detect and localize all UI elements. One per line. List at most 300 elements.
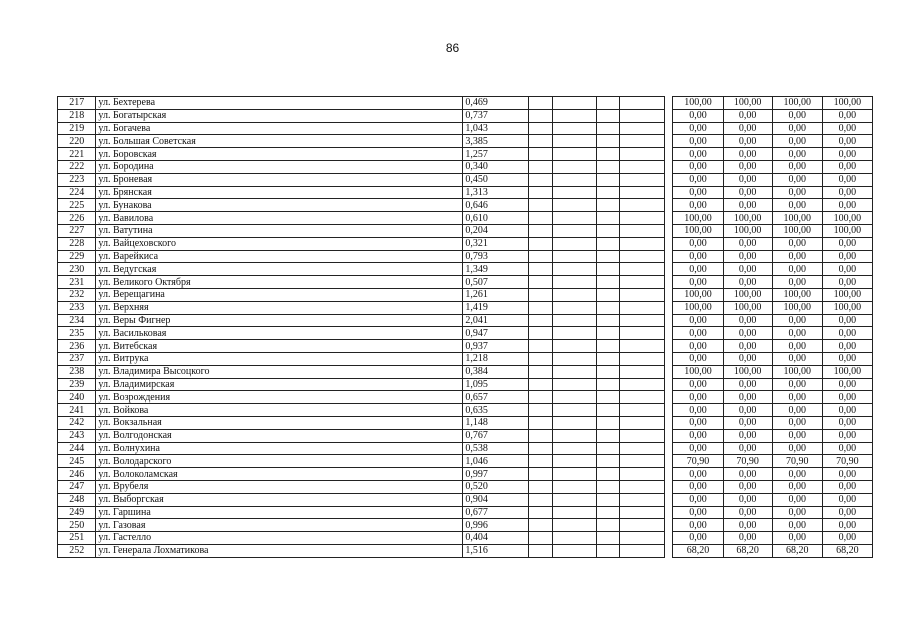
street-name-cell: ул. Генерала Лохматикова <box>96 544 463 557</box>
empty-cell <box>596 416 619 429</box>
empty-cell <box>620 97 665 110</box>
empty-cell <box>596 378 619 391</box>
row-number-cell: 232 <box>58 288 96 301</box>
empty-cell <box>529 340 552 353</box>
empty-cell <box>620 288 665 301</box>
empty-cell <box>596 468 619 481</box>
value-cell: 0,00 <box>673 404 723 417</box>
value-cell: 0,00 <box>772 532 822 545</box>
value-cell: 0,00 <box>822 532 872 545</box>
column-gap <box>664 314 673 327</box>
street-name-cell: ул. Великого Октября <box>96 276 463 289</box>
empty-cell <box>596 250 619 263</box>
street-name-cell: ул. Волнухина <box>96 442 463 455</box>
value-cell: 0,00 <box>822 468 872 481</box>
empty-cell <box>596 314 619 327</box>
value-cell: 0,00 <box>772 327 822 340</box>
length-cell: 1,095 <box>463 378 529 391</box>
empty-cell <box>529 173 552 186</box>
empty-cell <box>620 391 665 404</box>
street-name-cell: ул. Врубеля <box>96 480 463 493</box>
value-cell: 0,00 <box>723 237 772 250</box>
value-cell: 0,00 <box>772 237 822 250</box>
value-cell: 0,00 <box>723 173 772 186</box>
empty-cell <box>620 301 665 314</box>
empty-cell <box>529 506 552 519</box>
empty-cell <box>529 148 552 161</box>
length-cell: 0,997 <box>463 468 529 481</box>
empty-cell <box>620 160 665 173</box>
empty-cell <box>529 122 552 135</box>
empty-cell <box>620 327 665 340</box>
value-cell: 100,00 <box>673 97 723 110</box>
length-cell: 1,046 <box>463 455 529 468</box>
empty-cell <box>552 416 596 429</box>
column-gap <box>664 468 673 481</box>
value-cell: 0,00 <box>772 160 822 173</box>
table-row <box>58 506 873 519</box>
empty-cell <box>529 365 552 378</box>
empty-cell <box>620 352 665 365</box>
row-number-cell: 247 <box>58 480 96 493</box>
value-cell: 100,00 <box>772 212 822 225</box>
value-cell: 0,00 <box>772 276 822 289</box>
empty-cell <box>552 160 596 173</box>
street-name-cell: ул. Владимирская <box>96 378 463 391</box>
empty-cell <box>620 199 665 212</box>
value-cell: 0,00 <box>772 352 822 365</box>
table-row <box>58 340 873 353</box>
empty-cell <box>529 404 552 417</box>
length-cell: 1,043 <box>463 122 529 135</box>
street-name-cell: ул. Веры Фигнер <box>96 314 463 327</box>
value-cell: 0,00 <box>673 148 723 161</box>
empty-cell <box>620 122 665 135</box>
row-number-cell: 219 <box>58 122 96 135</box>
empty-cell <box>596 263 619 276</box>
length-cell: 0,204 <box>463 224 529 237</box>
street-name-cell: ул. Ведугская <box>96 263 463 276</box>
street-name-cell: ул. Верхняя <box>96 301 463 314</box>
street-name-cell: ул. Бородина <box>96 160 463 173</box>
value-cell: 0,00 <box>723 122 772 135</box>
value-cell: 100,00 <box>822 301 872 314</box>
page-number: 86 <box>445 41 460 55</box>
empty-cell <box>596 442 619 455</box>
empty-cell <box>620 429 665 442</box>
row-number-cell: 249 <box>58 506 96 519</box>
empty-cell <box>552 109 596 122</box>
column-gap <box>664 263 673 276</box>
value-cell: 0,00 <box>723 442 772 455</box>
row-number-cell: 241 <box>58 404 96 417</box>
value-cell: 100,00 <box>673 365 723 378</box>
empty-cell <box>552 365 596 378</box>
value-cell: 100,00 <box>723 97 772 110</box>
value-cell: 0,00 <box>822 480 872 493</box>
value-cell: 100,00 <box>822 288 872 301</box>
value-cell: 0,00 <box>673 122 723 135</box>
empty-cell <box>552 455 596 468</box>
value-cell: 0,00 <box>723 506 772 519</box>
empty-cell <box>596 352 619 365</box>
table-row <box>58 416 873 429</box>
empty-cell <box>552 212 596 225</box>
empty-cell <box>529 493 552 506</box>
empty-cell <box>552 97 596 110</box>
row-number-cell: 221 <box>58 148 96 161</box>
value-cell: 100,00 <box>723 288 772 301</box>
column-gap <box>664 160 673 173</box>
value-cell: 0,00 <box>673 314 723 327</box>
empty-cell <box>529 519 552 532</box>
value-cell: 100,00 <box>723 301 772 314</box>
empty-cell <box>529 276 552 289</box>
length-cell: 0,450 <box>463 173 529 186</box>
length-cell: 0,538 <box>463 442 529 455</box>
table-row <box>58 186 873 199</box>
value-cell: 68,20 <box>772 544 822 557</box>
value-cell: 100,00 <box>822 97 872 110</box>
empty-cell <box>552 250 596 263</box>
row-number-cell: 250 <box>58 519 96 532</box>
row-number-cell: 238 <box>58 365 96 378</box>
value-cell: 68,20 <box>822 544 872 557</box>
value-cell: 0,00 <box>772 122 822 135</box>
value-cell: 0,00 <box>723 340 772 353</box>
value-cell: 0,00 <box>723 468 772 481</box>
empty-cell <box>620 148 665 161</box>
value-cell: 0,00 <box>822 352 872 365</box>
empty-cell <box>529 135 552 148</box>
empty-cell <box>529 391 552 404</box>
empty-cell <box>529 455 552 468</box>
column-gap <box>664 301 673 314</box>
empty-cell <box>620 544 665 557</box>
value-cell: 0,00 <box>723 148 772 161</box>
empty-cell <box>529 468 552 481</box>
length-cell: 0,677 <box>463 506 529 519</box>
empty-cell <box>529 544 552 557</box>
table-row <box>58 160 873 173</box>
table-row <box>58 212 873 225</box>
column-gap <box>664 442 673 455</box>
value-cell: 0,00 <box>772 378 822 391</box>
column-gap <box>664 506 673 519</box>
value-cell: 0,00 <box>822 237 872 250</box>
table-row <box>58 109 873 122</box>
empty-cell <box>552 352 596 365</box>
table-row <box>58 276 873 289</box>
table-row <box>58 365 873 378</box>
value-cell: 0,00 <box>822 250 872 263</box>
column-gap <box>664 429 673 442</box>
empty-cell <box>620 237 665 250</box>
street-name-cell: ул. Вайцеховского <box>96 237 463 250</box>
value-cell: 0,00 <box>673 519 723 532</box>
length-cell: 1,516 <box>463 544 529 557</box>
value-cell: 0,00 <box>673 340 723 353</box>
empty-cell <box>529 97 552 110</box>
empty-cell <box>620 186 665 199</box>
street-name-cell: ул. Волоколамская <box>96 468 463 481</box>
value-cell: 0,00 <box>772 173 822 186</box>
empty-cell <box>552 532 596 545</box>
column-gap <box>664 186 673 199</box>
empty-cell <box>596 391 619 404</box>
value-cell: 0,00 <box>673 135 723 148</box>
column-gap <box>664 135 673 148</box>
value-cell: 100,00 <box>772 224 822 237</box>
row-number-cell: 227 <box>58 224 96 237</box>
length-cell: 0,520 <box>463 480 529 493</box>
value-cell: 0,00 <box>772 493 822 506</box>
value-cell: 0,00 <box>772 442 822 455</box>
empty-cell <box>529 250 552 263</box>
street-name-cell: ул. Боровская <box>96 148 463 161</box>
column-gap <box>664 276 673 289</box>
column-gap <box>664 378 673 391</box>
length-cell: 0,996 <box>463 519 529 532</box>
column-gap <box>664 237 673 250</box>
empty-cell <box>552 442 596 455</box>
empty-cell <box>529 237 552 250</box>
street-name-cell: ул. Владимира Высоцкого <box>96 365 463 378</box>
value-cell: 0,00 <box>723 250 772 263</box>
empty-cell <box>552 301 596 314</box>
value-cell: 0,00 <box>673 173 723 186</box>
street-name-cell: ул. Выборгская <box>96 493 463 506</box>
value-cell: 100,00 <box>673 224 723 237</box>
empty-cell <box>596 506 619 519</box>
value-cell: 0,00 <box>822 148 872 161</box>
value-cell: 100,00 <box>673 301 723 314</box>
empty-cell <box>529 532 552 545</box>
empty-cell <box>529 263 552 276</box>
length-cell: 0,635 <box>463 404 529 417</box>
value-cell: 0,00 <box>822 263 872 276</box>
empty-cell <box>596 237 619 250</box>
empty-cell <box>620 442 665 455</box>
empty-cell <box>620 493 665 506</box>
value-cell: 0,00 <box>822 404 872 417</box>
table-row <box>58 391 873 404</box>
empty-cell <box>596 288 619 301</box>
value-cell: 0,00 <box>673 276 723 289</box>
empty-cell <box>552 135 596 148</box>
row-number-cell: 252 <box>58 544 96 557</box>
table-row <box>58 97 873 110</box>
empty-cell <box>529 288 552 301</box>
table-row <box>58 404 873 417</box>
value-cell: 0,00 <box>772 480 822 493</box>
empty-cell <box>620 276 665 289</box>
length-cell: 2,041 <box>463 314 529 327</box>
empty-cell <box>552 480 596 493</box>
street-name-cell: ул. Верещагина <box>96 288 463 301</box>
value-cell: 0,00 <box>673 429 723 442</box>
street-name-cell: ул. Волгодонская <box>96 429 463 442</box>
empty-cell <box>596 404 619 417</box>
length-cell: 0,469 <box>463 97 529 110</box>
empty-cell <box>596 544 619 557</box>
value-cell: 0,00 <box>772 263 822 276</box>
empty-cell <box>529 480 552 493</box>
streets-table <box>57 96 873 558</box>
value-cell: 0,00 <box>723 109 772 122</box>
empty-cell <box>596 276 619 289</box>
empty-cell <box>620 519 665 532</box>
value-cell: 0,00 <box>822 327 872 340</box>
value-cell: 0,00 <box>822 199 872 212</box>
empty-cell <box>620 135 665 148</box>
empty-cell <box>529 352 552 365</box>
value-cell: 100,00 <box>822 365 872 378</box>
value-cell: 0,00 <box>673 237 723 250</box>
row-number-cell: 220 <box>58 135 96 148</box>
value-cell: 0,00 <box>723 480 772 493</box>
length-cell: 1,313 <box>463 186 529 199</box>
empty-cell <box>552 148 596 161</box>
empty-cell <box>552 263 596 276</box>
table-row <box>58 468 873 481</box>
value-cell: 0,00 <box>723 391 772 404</box>
value-cell: 0,00 <box>673 250 723 263</box>
column-gap <box>664 173 673 186</box>
table-row <box>58 122 873 135</box>
table-row <box>58 288 873 301</box>
value-cell: 0,00 <box>772 429 822 442</box>
row-number-cell: 233 <box>58 301 96 314</box>
value-cell: 0,00 <box>673 378 723 391</box>
row-number-cell: 245 <box>58 455 96 468</box>
value-cell: 0,00 <box>822 391 872 404</box>
empty-cell <box>552 493 596 506</box>
empty-cell <box>620 224 665 237</box>
street-name-cell: ул. Гаршина <box>96 506 463 519</box>
value-cell: 100,00 <box>822 212 872 225</box>
value-cell: 0,00 <box>772 186 822 199</box>
row-number-cell: 235 <box>58 327 96 340</box>
empty-cell <box>596 480 619 493</box>
empty-cell <box>552 404 596 417</box>
value-cell: 0,00 <box>723 327 772 340</box>
column-gap <box>664 519 673 532</box>
column-gap <box>664 327 673 340</box>
street-name-cell: ул. Богачева <box>96 122 463 135</box>
value-cell: 0,00 <box>822 378 872 391</box>
empty-cell <box>596 97 619 110</box>
street-name-cell: ул. Возрождения <box>96 391 463 404</box>
table-row <box>58 148 873 161</box>
row-number-cell: 234 <box>58 314 96 327</box>
street-name-cell: ул. Витебская <box>96 340 463 353</box>
empty-cell <box>620 416 665 429</box>
length-cell: 0,937 <box>463 340 529 353</box>
value-cell: 0,00 <box>723 493 772 506</box>
value-cell: 0,00 <box>673 327 723 340</box>
value-cell: 100,00 <box>822 224 872 237</box>
value-cell: 70,90 <box>723 455 772 468</box>
row-number-cell: 228 <box>58 237 96 250</box>
value-cell: 100,00 <box>723 224 772 237</box>
table-row <box>58 532 873 545</box>
empty-cell <box>596 199 619 212</box>
empty-cell <box>596 212 619 225</box>
value-cell: 0,00 <box>772 199 822 212</box>
value-cell: 0,00 <box>673 532 723 545</box>
length-cell: 1,261 <box>463 288 529 301</box>
value-cell: 70,90 <box>772 455 822 468</box>
street-name-cell: ул. Витрука <box>96 352 463 365</box>
value-cell: 0,00 <box>723 416 772 429</box>
empty-cell <box>529 416 552 429</box>
street-name-cell: ул. Вавилова <box>96 212 463 225</box>
empty-cell <box>552 468 596 481</box>
value-cell: 0,00 <box>772 250 822 263</box>
length-cell: 0,384 <box>463 365 529 378</box>
value-cell: 0,00 <box>723 404 772 417</box>
empty-cell <box>552 506 596 519</box>
row-number-cell: 244 <box>58 442 96 455</box>
street-name-cell: ул. Броневая <box>96 173 463 186</box>
value-cell: 0,00 <box>772 416 822 429</box>
value-cell: 0,00 <box>723 276 772 289</box>
empty-cell <box>552 276 596 289</box>
row-number-cell: 218 <box>58 109 96 122</box>
column-gap <box>664 365 673 378</box>
empty-cell <box>552 199 596 212</box>
empty-cell <box>552 340 596 353</box>
value-cell: 0,00 <box>822 442 872 455</box>
street-name-cell: ул. Ватутина <box>96 224 463 237</box>
value-cell: 0,00 <box>673 493 723 506</box>
length-cell: 0,947 <box>463 327 529 340</box>
value-cell: 0,00 <box>723 263 772 276</box>
empty-cell <box>620 378 665 391</box>
column-gap <box>664 532 673 545</box>
row-number-cell: 243 <box>58 429 96 442</box>
empty-cell <box>529 199 552 212</box>
table-row <box>58 544 873 557</box>
column-gap <box>664 224 673 237</box>
empty-cell <box>620 404 665 417</box>
column-gap <box>664 148 673 161</box>
value-cell: 70,90 <box>822 455 872 468</box>
value-cell: 100,00 <box>673 288 723 301</box>
value-cell: 100,00 <box>772 301 822 314</box>
column-gap <box>664 250 673 263</box>
empty-cell <box>620 314 665 327</box>
value-cell: 0,00 <box>822 122 872 135</box>
empty-cell <box>620 173 665 186</box>
value-cell: 0,00 <box>822 314 872 327</box>
value-cell: 0,00 <box>822 506 872 519</box>
empty-cell <box>529 301 552 314</box>
length-cell: 0,507 <box>463 276 529 289</box>
value-cell: 0,00 <box>723 532 772 545</box>
length-cell: 0,767 <box>463 429 529 442</box>
table-row <box>58 199 873 212</box>
street-name-cell: ул. Гастелло <box>96 532 463 545</box>
empty-cell <box>620 365 665 378</box>
value-cell: 0,00 <box>822 160 872 173</box>
table-row <box>58 493 873 506</box>
table-row <box>58 135 873 148</box>
length-cell: 0,737 <box>463 109 529 122</box>
value-cell: 0,00 <box>673 468 723 481</box>
value-cell: 0,00 <box>772 135 822 148</box>
